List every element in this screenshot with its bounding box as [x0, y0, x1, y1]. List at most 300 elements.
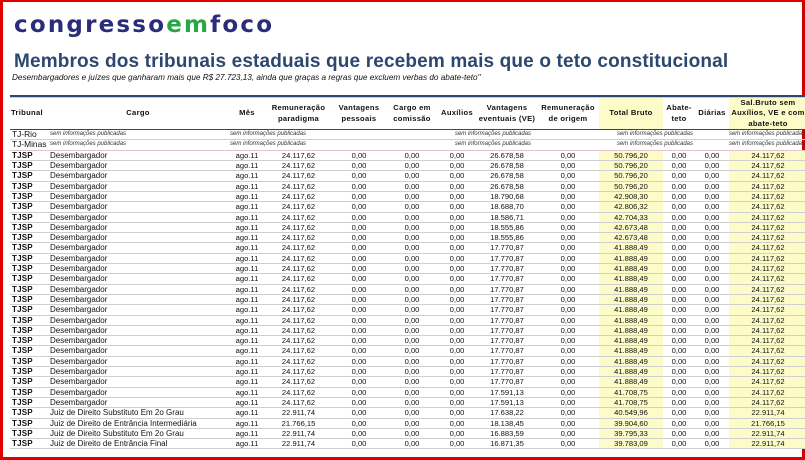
cell-vantagens-eventuais: 18.586,71 [477, 212, 537, 222]
cell-remuneracao-paradigma: 24.117,62 [266, 325, 331, 335]
cell-tribunal: TJSP [10, 243, 48, 253]
cell-auxilios: 0,00 [437, 439, 477, 449]
cell-no-info: sem informações publicadas [599, 130, 695, 140]
cell-tribunal: TJSP [10, 253, 48, 263]
cell-total-bruto: 41.888,49 [599, 377, 663, 387]
cell-vantagens-eventuais: 17.591,13 [477, 387, 537, 397]
cell-diarias: 0,00 [695, 356, 729, 366]
cell-vantagens-eventuais: 17.770,87 [477, 305, 537, 315]
table-row-no-info [10, 140, 805, 150]
cell-auxilios: 0,00 [437, 212, 477, 222]
cell-cargo-em-comissao: 0,00 [387, 233, 437, 243]
cell-total-bruto: 41.888,49 [599, 315, 663, 325]
cell-sal-bruto: 24.117,62 [729, 377, 805, 387]
cell-cargo: Desembargador [48, 325, 228, 335]
cell-cargo: Desembargador [48, 222, 228, 232]
cell-total-bruto: 50.796,20 [599, 161, 663, 171]
cell-vantagens-pessoais: 0,00 [331, 397, 387, 407]
cell-remuneracao-origem: 0,00 [537, 243, 599, 253]
cell-vantagens-eventuais: 16.883,59 [477, 428, 537, 438]
cell-cargo: Desembargador [48, 253, 228, 263]
cell-mes: ago.11 [228, 325, 266, 335]
cell-cargo: Juiz de Direito de Entrância Final [48, 439, 228, 449]
cell-remuneracao-paradigma: 24.117,62 [266, 284, 331, 294]
cell-mes: ago.11 [228, 284, 266, 294]
cell-vantagens-eventuais: 18.790,68 [477, 191, 537, 201]
cell-total-bruto: 42.704,33 [599, 212, 663, 222]
cell-no-info: sem informações publicadas [695, 140, 805, 150]
table-row [10, 408, 805, 418]
cell-diarias: 0,00 [695, 387, 729, 397]
cell-auxilios: 0,00 [437, 408, 477, 418]
cell-sal-bruto: 24.117,62 [729, 264, 805, 274]
cell-vantagens-pessoais: 0,00 [331, 367, 387, 377]
cell-abate-teto: 0,00 [663, 212, 695, 222]
cell-sal-bruto: 24.117,62 [729, 315, 805, 325]
cell-sal-bruto: 22.911,74 [729, 439, 805, 449]
cell-vantagens-eventuais: 17.770,87 [477, 274, 537, 284]
cell-auxilios: 0,00 [437, 191, 477, 201]
cell-cargo-em-comissao: 0,00 [387, 315, 437, 325]
cell-diarias: 0,00 [695, 408, 729, 418]
cell-mes: ago.11 [228, 408, 266, 418]
table-row [10, 181, 805, 191]
cell-total-bruto: 40.549,96 [599, 408, 663, 418]
cell-vantagens-pessoais: 0,00 [331, 439, 387, 449]
cell-mes: ago.11 [228, 294, 266, 304]
cell-tribunal: TJ-Minas [12, 139, 47, 150]
cell-vantagens-eventuais: 17.770,87 [477, 367, 537, 377]
cell-abate-teto: 0,00 [663, 253, 695, 263]
cell-vantagens-pessoais: 0,00 [331, 315, 387, 325]
cell-vantagens-pessoais: 0,00 [331, 253, 387, 263]
cell-tribunal: TJSP [10, 150, 48, 160]
cell-cargo: Desembargador [48, 202, 228, 212]
cell-sal-bruto: 24.117,62 [729, 243, 805, 253]
cell-remuneracao-origem: 0,00 [537, 418, 599, 428]
cell-total-bruto: 41.888,49 [599, 284, 663, 294]
cell-cargo-em-comissao: 0,00 [387, 336, 437, 346]
cell-mes: ago.11 [228, 336, 266, 346]
cell-auxilios: 0,00 [437, 315, 477, 325]
col-header-vantagens-pessoais: Vantagens pessoais [331, 98, 387, 130]
table-row [10, 253, 805, 263]
cell-tribunal: TJSP [10, 408, 48, 418]
cell-remuneracao-origem: 0,00 [537, 212, 599, 222]
table-row [10, 274, 805, 284]
cell-auxilios: 0,00 [437, 418, 477, 428]
cell-cargo: Desembargador [48, 346, 228, 356]
cell-tribunal: TJSP [10, 387, 48, 397]
cell-mes: ago.11 [228, 150, 266, 160]
cell-abate-teto: 0,00 [663, 274, 695, 284]
table-row [10, 336, 805, 346]
cell-auxilios: 0,00 [437, 181, 477, 191]
cell-tribunal: TJSP [10, 325, 48, 335]
cell-total-bruto: 39.783,09 [599, 439, 663, 449]
cell-vantagens-eventuais: 18.138,45 [477, 418, 537, 428]
cell-total-bruto: 41.888,49 [599, 243, 663, 253]
cell-cargo: Desembargador [48, 212, 228, 222]
cell-abate-teto: 0,00 [663, 305, 695, 315]
table-row [10, 397, 805, 407]
cell-abate-teto: 0,00 [663, 150, 695, 160]
cell-abate-teto: 0,00 [663, 367, 695, 377]
cell-remuneracao-origem: 0,00 [537, 439, 599, 449]
cell-diarias: 0,00 [695, 171, 729, 181]
cell-vantagens-eventuais: 17.770,87 [477, 253, 537, 263]
cell-diarias: 0,00 [695, 202, 729, 212]
cell-total-bruto: 41.888,49 [599, 336, 663, 346]
cell-sal-bruto: 24.117,62 [729, 367, 805, 377]
cell-vantagens-eventuais: 17.591,13 [477, 397, 537, 407]
cell-auxilios: 0,00 [437, 150, 477, 160]
cell-diarias: 0,00 [695, 367, 729, 377]
cell-total-bruto: 41.888,49 [599, 264, 663, 274]
cell-diarias: 0,00 [695, 377, 729, 387]
cell-remuneracao-paradigma: 24.117,62 [266, 171, 331, 181]
cell-remuneracao-paradigma: 24.117,62 [266, 356, 331, 366]
cell-vantagens-pessoais: 0,00 [331, 294, 387, 304]
cell-auxilios: 0,00 [437, 367, 477, 377]
cell-auxilios: 0,00 [437, 233, 477, 243]
cell-vantagens-pessoais: 0,00 [331, 274, 387, 284]
col-header-cargo: Cargo [48, 98, 228, 130]
cell-vantagens-pessoais: 0,00 [331, 428, 387, 438]
cell-cargo: Juiz de Direito Substituto Em 2o Grau [48, 408, 228, 418]
col-header-abate-teto: Abate-teto [663, 98, 695, 130]
cell-vantagens-pessoais: 0,00 [331, 346, 387, 356]
cell-remuneracao-origem: 0,00 [537, 356, 599, 366]
cell-remuneracao-origem: 0,00 [537, 181, 599, 191]
cell-diarias: 0,00 [695, 233, 729, 243]
cell-auxilios: 0,00 [437, 346, 477, 356]
cell-remuneracao-paradigma: 22.911,74 [266, 408, 331, 418]
cell-mes: ago.11 [228, 253, 266, 263]
table-row [10, 243, 805, 253]
cell-cargo: Desembargador [48, 191, 228, 201]
cell-remuneracao-paradigma: 24.117,62 [266, 233, 331, 243]
table-row [10, 294, 805, 304]
cell-diarias: 0,00 [695, 428, 729, 438]
cell-no-info: sem informações publicadas [387, 140, 599, 150]
cell-cargo-em-comissao: 0,00 [387, 387, 437, 397]
cell-mes: ago.11 [228, 346, 266, 356]
cell-auxilios: 0,00 [437, 161, 477, 171]
cell-sal-bruto: 24.117,62 [729, 150, 805, 160]
col-header-mes: Mês [228, 98, 266, 130]
cell-mes: ago.11 [228, 202, 266, 212]
cell-vantagens-pessoais: 0,00 [331, 150, 387, 160]
cell-vantagens-pessoais: 0,00 [331, 325, 387, 335]
cell-cargo-em-comissao: 0,00 [387, 181, 437, 191]
table-row-no-info [10, 130, 805, 140]
cell-vantagens-pessoais: 0,00 [331, 387, 387, 397]
cell-sal-bruto: 24.117,62 [729, 336, 805, 346]
cell-sal-bruto: 24.117,62 [729, 181, 805, 191]
col-header-remuneracao-origem: Remuneração de origem [537, 98, 599, 130]
cell-mes: ago.11 [228, 356, 266, 366]
cell-remuneracao-paradigma: 24.117,62 [266, 294, 331, 304]
cell-abate-teto: 0,00 [663, 181, 695, 191]
col-header-remuneracao-paradigma: Remuneração paradigma [266, 98, 331, 130]
cell-mes: ago.11 [228, 315, 266, 325]
table-body [10, 130, 805, 449]
cell-total-bruto: 50.796,20 [599, 181, 663, 191]
cell-diarias: 0,00 [695, 397, 729, 407]
cell-remuneracao-origem: 0,00 [537, 346, 599, 356]
cell-diarias: 0,00 [695, 336, 729, 346]
col-header-cargo-em-comissao: Cargo em comissão [387, 98, 437, 130]
cell-vantagens-pessoais: 0,00 [331, 336, 387, 346]
cell-vantagens-eventuais: 26.678,58 [477, 171, 537, 181]
cell-auxilios: 0,00 [437, 325, 477, 335]
cell-abate-teto: 0,00 [663, 397, 695, 407]
cell-total-bruto: 42.806,32 [599, 202, 663, 212]
cell-vantagens-pessoais: 0,00 [331, 222, 387, 232]
cell-total-bruto: 41.888,49 [599, 253, 663, 263]
cell-auxilios: 0,00 [437, 284, 477, 294]
cell-abate-teto: 0,00 [663, 428, 695, 438]
cell-remuneracao-paradigma: 24.117,62 [266, 161, 331, 171]
cell-total-bruto: 41.888,49 [599, 325, 663, 335]
cell-cargo-em-comissao: 0,00 [387, 325, 437, 335]
cell-abate-teto: 0,00 [663, 408, 695, 418]
cell-tribunal: TJSP [10, 315, 48, 325]
cell-no-info: sem informações publicadas [228, 130, 387, 140]
cell-vantagens-eventuais: 17.770,87 [477, 336, 537, 346]
cell-auxilios: 0,00 [437, 397, 477, 407]
logo-text-em: em [166, 12, 211, 38]
cell-mes: ago.11 [228, 439, 266, 449]
cell-remuneracao-paradigma: 24.117,62 [266, 243, 331, 253]
salary-table [10, 95, 805, 449]
header-row [10, 98, 805, 130]
cell-diarias: 0,00 [695, 161, 729, 171]
col-header-total-bruto: Total Bruto [599, 98, 663, 130]
table-row [10, 161, 805, 171]
cell-remuneracao-origem: 0,00 [537, 161, 599, 171]
cell-no-info: sem informações publicadas [599, 140, 695, 150]
cell-sal-bruto: 21.766,15 [729, 418, 805, 428]
table-row [10, 315, 805, 325]
cell-abate-teto: 0,00 [663, 315, 695, 325]
cell-total-bruto: 41.888,49 [599, 367, 663, 377]
cell-tribunal: TJSP [10, 356, 48, 366]
cell-tribunal: TJSP [10, 367, 48, 377]
cell-mes: ago.11 [228, 367, 266, 377]
cell-total-bruto: 42.673,48 [599, 233, 663, 243]
cell-cargo: Desembargador [48, 294, 228, 304]
cell-auxilios: 0,00 [437, 377, 477, 387]
cell-diarias: 0,00 [695, 191, 729, 201]
cell-tribunal: TJSP [10, 294, 48, 304]
cell-cargo-em-comissao: 0,00 [387, 418, 437, 428]
cell-remuneracao-paradigma: 24.117,62 [266, 346, 331, 356]
cell-tribunal: TJSP [10, 233, 48, 243]
cell-sal-bruto: 24.117,62 [729, 356, 805, 366]
cell-remuneracao-origem: 0,00 [537, 171, 599, 181]
cell-mes: ago.11 [228, 222, 266, 232]
cell-abate-teto: 0,00 [663, 222, 695, 232]
cell-total-bruto: 41.888,49 [599, 305, 663, 315]
cell-cargo-em-comissao: 0,00 [387, 408, 437, 418]
cell-abate-teto: 0,00 [663, 264, 695, 274]
cell-remuneracao-paradigma: 24.117,62 [266, 367, 331, 377]
cell-cargo-em-comissao: 0,00 [387, 367, 437, 377]
cell-vantagens-eventuais: 18.555,86 [477, 222, 537, 232]
cell-tribunal: TJ-Rio [10, 130, 48, 140]
cell-auxilios: 0,00 [437, 336, 477, 346]
cell-vantagens-eventuais: 16.871,35 [477, 439, 537, 449]
cell-vantagens-eventuais: 17.770,87 [477, 356, 537, 366]
col-header-tribunal: Tribunal [10, 98, 48, 130]
cell-diarias: 0,00 [695, 222, 729, 232]
cell-total-bruto: 50.796,20 [599, 150, 663, 160]
cell-sal-bruto: 24.117,62 [729, 161, 805, 171]
cell-diarias: 0,00 [695, 212, 729, 222]
cell-vantagens-eventuais: 17.770,87 [477, 294, 537, 304]
cell-abate-teto: 0,00 [663, 346, 695, 356]
table-row [10, 377, 805, 387]
cell-diarias: 0,00 [695, 294, 729, 304]
table-row [10, 387, 805, 397]
cell-mes: ago.11 [228, 387, 266, 397]
cell-cargo: Desembargador [48, 356, 228, 366]
cell-sal-bruto: 24.117,62 [729, 387, 805, 397]
cell-abate-teto: 0,00 [663, 294, 695, 304]
cell-sal-bruto: 24.117,62 [729, 284, 805, 294]
table-row [10, 191, 805, 201]
cell-tribunal: TJSP [10, 171, 48, 181]
cell-remuneracao-origem: 0,00 [537, 222, 599, 232]
cell-sal-bruto: 24.117,62 [729, 171, 805, 181]
cell-vantagens-eventuais: 26.678,58 [477, 181, 537, 191]
cell-remuneracao-paradigma: 24.117,62 [266, 387, 331, 397]
cell-auxilios: 0,00 [437, 202, 477, 212]
table-row [10, 439, 805, 449]
cell-cargo: Desembargador [48, 367, 228, 377]
cell-tribunal: TJSP [10, 274, 48, 284]
cell-diarias: 0,00 [695, 439, 729, 449]
cell-auxilios: 0,00 [437, 243, 477, 253]
cell-diarias: 0,00 [695, 315, 729, 325]
cell-diarias: 0,00 [695, 325, 729, 335]
cell-cargo-em-comissao: 0,00 [387, 212, 437, 222]
cell-abate-teto: 0,00 [663, 191, 695, 201]
cell-tribunal: TJSP [10, 346, 48, 356]
cell-mes: ago.11 [228, 161, 266, 171]
cell-remuneracao-origem: 0,00 [537, 315, 599, 325]
cell-tribunal: TJSP [10, 212, 48, 222]
table-row [10, 264, 805, 274]
cell-total-bruto: 42.673,48 [599, 222, 663, 232]
cell-mes: ago.11 [228, 428, 266, 438]
cell-remuneracao-paradigma: 24.117,62 [266, 191, 331, 201]
cell-cargo-em-comissao: 0,00 [387, 356, 437, 366]
cell-total-bruto: 41.888,49 [599, 346, 663, 356]
cell-vantagens-pessoais: 0,00 [331, 284, 387, 294]
cell-vantagens-pessoais: 0,00 [331, 356, 387, 366]
cell-sal-bruto: 24.117,62 [729, 233, 805, 243]
cell-cargo-em-comissao: 0,00 [387, 264, 437, 274]
cell-vantagens-pessoais: 0,00 [331, 264, 387, 274]
cell-mes: ago.11 [228, 305, 266, 315]
cell-vantagens-pessoais: 0,00 [331, 243, 387, 253]
site-logo[interactable] [14, 12, 274, 38]
cell-mes: ago.11 [228, 212, 266, 222]
cell-vantagens-eventuais: 17.770,87 [477, 346, 537, 356]
cell-cargo: Desembargador [48, 181, 228, 191]
cell-vantagens-pessoais: 0,00 [331, 377, 387, 387]
cell-remuneracao-paradigma: 22.911,74 [266, 439, 331, 449]
cell-total-bruto: 41.888,49 [599, 294, 663, 304]
cell-remuneracao-paradigma: 24.117,62 [266, 315, 331, 325]
cell-tribunal: TJSP [10, 418, 48, 428]
cell-tribunal: TJSP [10, 377, 48, 387]
cell-auxilios: 0,00 [437, 171, 477, 181]
logo-text-congresso: congresso [14, 12, 167, 38]
cell-sal-bruto: 24.117,62 [729, 212, 805, 222]
cell-cargo-em-comissao: 0,00 [387, 243, 437, 253]
cell-abate-teto: 0,00 [663, 161, 695, 171]
cell-remuneracao-paradigma: 24.117,62 [266, 253, 331, 263]
cell-tribunal: TJSP [10, 336, 48, 346]
cell-remuneracao-origem: 0,00 [537, 264, 599, 274]
cell-cargo-em-comissao: 0,00 [387, 397, 437, 407]
cell-sal-bruto: 24.117,62 [729, 222, 805, 232]
cell-abate-teto: 0,00 [663, 171, 695, 181]
cell-vantagens-pessoais: 0,00 [331, 161, 387, 171]
cell-remuneracao-origem: 0,00 [537, 305, 599, 315]
cell-remuneracao-paradigma: 21.766,15 [266, 418, 331, 428]
cell-sal-bruto: 24.117,62 [729, 325, 805, 335]
cell-no-info: sem informações publicadas [695, 130, 805, 140]
cell-mes: ago.11 [228, 377, 266, 387]
cell-vantagens-eventuais: 17.770,87 [477, 325, 537, 335]
cell-auxilios: 0,00 [437, 294, 477, 304]
cell-remuneracao-origem: 0,00 [537, 336, 599, 346]
cell-diarias: 0,00 [695, 346, 729, 356]
cell-cargo-em-comissao: 0,00 [387, 439, 437, 449]
cell-sal-bruto: 22.911,74 [729, 428, 805, 438]
cell-abate-teto: 0,00 [663, 356, 695, 366]
cell-abate-teto: 0,00 [663, 202, 695, 212]
cell-cargo: Desembargador [48, 377, 228, 387]
cell-vantagens-eventuais: 17.770,87 [477, 243, 537, 253]
cell-cargo: Desembargador [48, 233, 228, 243]
cell-total-bruto: 41.888,49 [599, 274, 663, 284]
table-row [10, 150, 805, 160]
cell-mes: ago.11 [228, 243, 266, 253]
cell-diarias: 0,00 [695, 253, 729, 263]
page-subtitle: Desembargadores e juízes que ganharam mais que R$ 27.723,13, ainda que graças a regras que excluem verbas do abate-teto" [12, 73, 481, 82]
cell-auxilios: 0,00 [437, 428, 477, 438]
page-title: Membros dos tribunais estaduais que recebem mais que o teto constitucional [14, 51, 729, 72]
cell-vantagens-pessoais: 0,00 [331, 408, 387, 418]
cell-auxilios: 0,00 [437, 305, 477, 315]
table-row [10, 202, 805, 212]
cell-abate-teto: 0,00 [663, 336, 695, 346]
cell-vantagens-pessoais: 0,00 [331, 305, 387, 315]
cell-mes: ago.11 [228, 274, 266, 284]
cell-cargo-em-comissao: 0,00 [387, 150, 437, 160]
cell-cargo: Desembargador [48, 284, 228, 294]
cell-auxilios: 0,00 [437, 387, 477, 397]
cell-cargo-em-comissao: 0,00 [387, 284, 437, 294]
cell-tribunal: TJSP [10, 428, 48, 438]
cell-vantagens-eventuais: 18.688,70 [477, 202, 537, 212]
